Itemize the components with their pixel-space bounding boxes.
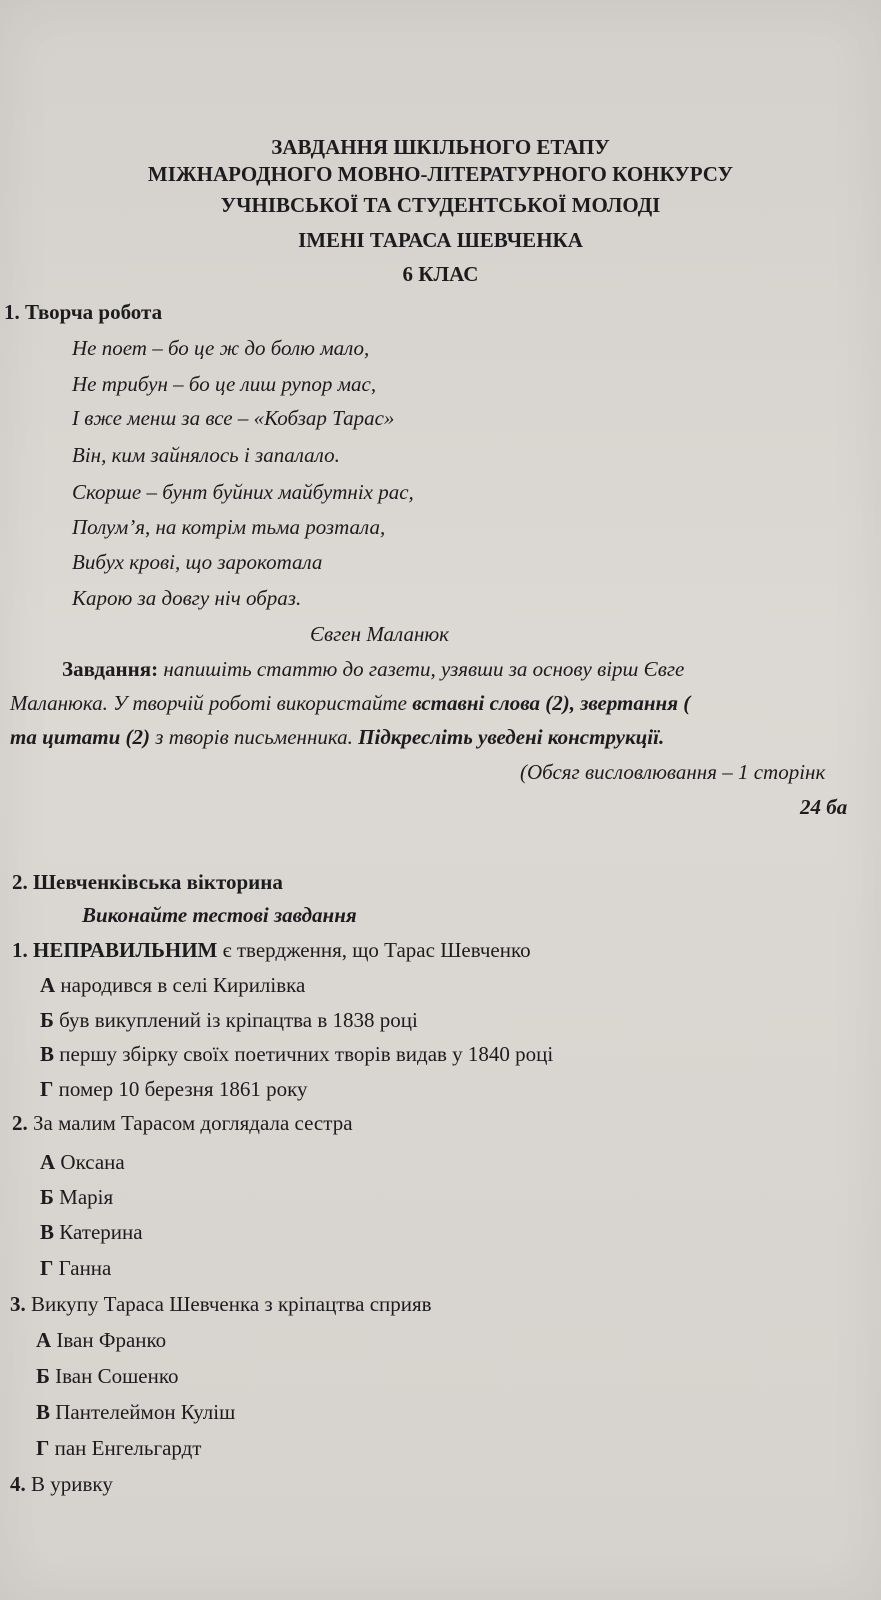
option: В Катерина bbox=[40, 1220, 143, 1244]
heading-line-3: УЧНІВСЬКОЇ ТА СТУДЕНТСЬКОЇ МОЛОДІ bbox=[220, 193, 661, 217]
question-3: 3. Викупу Тараса Шевченка з кріпацтва сприяв bbox=[10, 1292, 432, 1316]
task-text: Маланюка. У творчій роботі використайте bbox=[10, 691, 413, 715]
option: Г пан Енгельгардт bbox=[36, 1436, 202, 1460]
section2-title: 2. Шевченківська вікторина bbox=[12, 870, 283, 894]
heading-grade: 6 КЛАС bbox=[402, 262, 479, 286]
poem-line: Вибух крові, що зарокотала bbox=[72, 550, 323, 574]
option: Г помер 10 березня 1861 року bbox=[40, 1077, 308, 1101]
task-emphasis: Підкресліть уведені конструкції. bbox=[358, 725, 665, 749]
volume-note: (Обсяг висловлювання – 1 сторінк bbox=[520, 760, 826, 784]
question-2: 2. За малим Тарасом доглядала сестра bbox=[12, 1111, 353, 1135]
poem-line: Скорше – бунт буйних майбутніх рас, bbox=[72, 480, 414, 504]
heading-line-4: ІМЕНІ ТАРАСА ШЕВЧЕНКА bbox=[298, 228, 583, 252]
heading-line-1: ЗАВДАННЯ ШКІЛЬНОГО ЕТАПУ bbox=[271, 135, 610, 159]
option: Б був викуплений із кріпацтва в 1838 році bbox=[40, 1008, 418, 1032]
section1-title: 1. Творча робота bbox=[4, 300, 163, 324]
poem-line: Він, ким зайнялось і запалало. bbox=[72, 443, 340, 467]
poem-line: Полум’я, на котрім тьма розтала, bbox=[72, 515, 386, 539]
option: Б Марія bbox=[40, 1185, 114, 1209]
task-emphasis: та цитати (2) bbox=[10, 725, 151, 749]
poem-line: Карою за довгу ніч образ. bbox=[72, 586, 302, 610]
task-line-3 bbox=[10, 727, 664, 748]
option: Г Ганна bbox=[40, 1256, 112, 1280]
option: А Іван Франко bbox=[36, 1328, 167, 1352]
task-emphasis: вставні слова (2), звертання ( bbox=[412, 691, 691, 715]
question-1: 1. НЕПРАВИЛЬНИМ є твердження, що Тарас Шевченко bbox=[12, 938, 531, 962]
heading-line-2: МІЖНАРОДНОГО МОВНО-ЛІТЕРАТУРНОГО КОНКУРСУ bbox=[147, 162, 734, 186]
option: В Пантелеймон Куліш bbox=[36, 1400, 236, 1424]
option: А народився в селі Кирилівка bbox=[40, 973, 306, 997]
task-text: напишіть статтю до газети, узявши за основу вірш Євге bbox=[158, 657, 685, 681]
task-label: Завдання: bbox=[62, 657, 159, 681]
task-text: з творів письменника. bbox=[150, 725, 359, 749]
poem-author: Євген Маланюк bbox=[310, 622, 450, 646]
option: В першу збірку своїх поетичних творів видав у 1840 році bbox=[40, 1042, 554, 1066]
task-line-1 bbox=[62, 659, 684, 680]
task-line-2 bbox=[10, 693, 690, 714]
section2-subtitle: Виконайте тестові завдання bbox=[82, 903, 357, 927]
poem-line: Не поет – бо це ж до болю мало, bbox=[72, 336, 370, 360]
option: Б Іван Сошенко bbox=[36, 1364, 179, 1388]
points-note: 24 ба bbox=[800, 795, 848, 819]
poem-line: І вже менш за все – «Кобзар Тарас» bbox=[72, 406, 395, 430]
option: А Оксана bbox=[40, 1150, 125, 1174]
poem-line: Не трибун – бо це лиш рупор мас, bbox=[72, 372, 377, 396]
question-4: 4. В уривку bbox=[10, 1472, 113, 1496]
